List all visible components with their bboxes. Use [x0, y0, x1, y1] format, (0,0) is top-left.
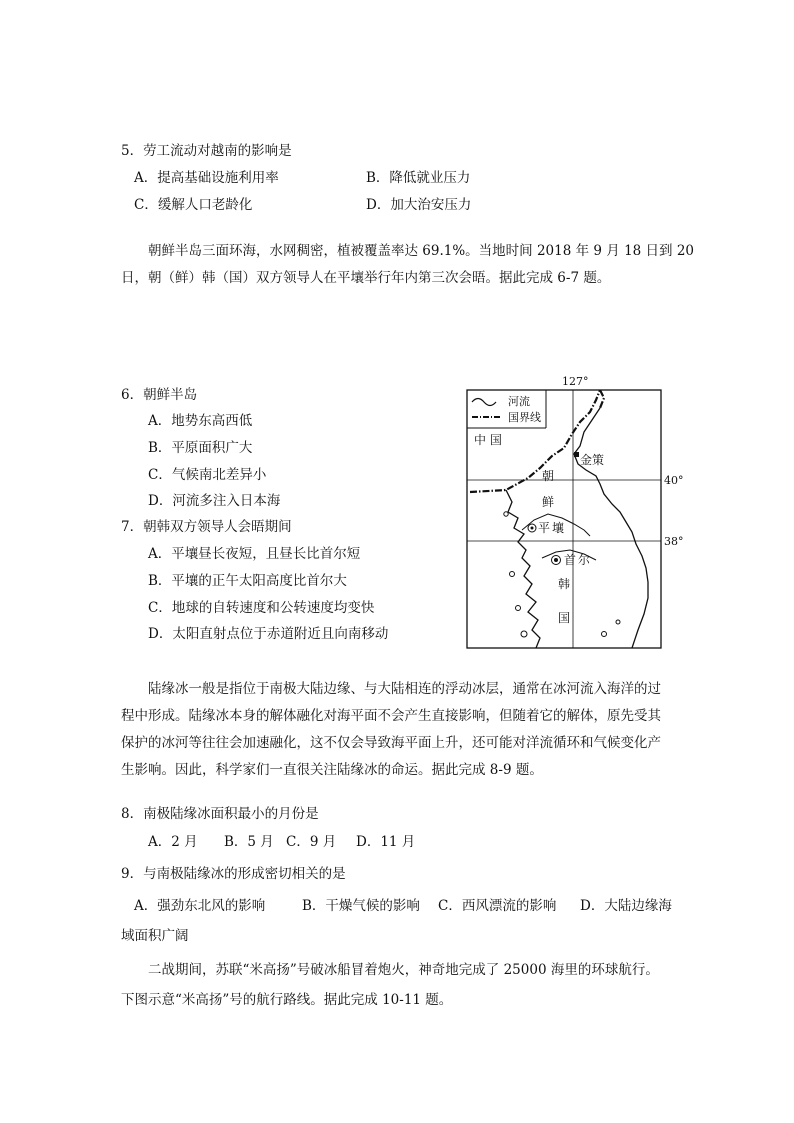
island	[616, 620, 620, 624]
west-coastline	[506, 490, 540, 648]
q9-option-d-wrap: 域面积广阔	[121, 928, 189, 944]
q7-option-b: B．平壤的正午太阳高度比首尔大	[148, 573, 347, 589]
q9-option-d: D．大陆边缘海	[580, 898, 672, 914]
q5-option-c: C．缓解人口老龄化	[134, 197, 253, 213]
q8-option-b: B．5 月	[224, 834, 274, 850]
passage2-line1: 陆缘冰一般是指位于南极大陆边缘、与大陆相连的浮动冰层，通常在冰河流入海洋的过	[148, 681, 661, 697]
border-northeast	[600, 390, 604, 408]
legend-border-label: 国界线	[508, 411, 541, 424]
jince-city-marker	[574, 452, 579, 457]
q8-option-c: C．9 月	[286, 834, 337, 850]
han-label: 韩	[558, 577, 571, 591]
island	[521, 631, 527, 637]
chao-label: 朝	[542, 469, 555, 483]
guo-label: 国	[558, 611, 571, 625]
q7-option-d: D．太阳直射点位于赤道附近且向南移动	[148, 626, 389, 642]
passage2-line3: 保护的冰河等往往会加速融化，这不仅会导致海平面上升，还可能对洋流循环和气候变化产	[121, 735, 661, 751]
island	[602, 632, 607, 637]
river-legend-icon	[472, 399, 496, 406]
q9-option-c: C．西风漂流的影响	[438, 898, 557, 914]
pingrang-label-1: 平	[538, 521, 551, 535]
seoul-marker-dot	[554, 558, 558, 562]
jince-label: 金策	[580, 453, 605, 467]
shouer-label-2: 尔	[578, 553, 591, 567]
china-label: 中 国	[474, 433, 502, 447]
passage1-line1: 朝鲜半岛三面环海，水网稠密，植被覆盖率达 69.1%。当地时间 2018 年 9 月 18 日到 20	[148, 243, 695, 259]
passage2-line2: 程中形成。陆缘冰本身的解体融化对海平面不会产生直接影响，但随着它的解体，原先受其	[121, 708, 661, 724]
q5-stem: 5．劳工流动对越南的影响是	[121, 143, 292, 159]
east-coastline	[574, 408, 648, 648]
q5-option-a: A．提高基础设施利用率	[134, 170, 279, 186]
q9-option-a: A．强劲东北风的影响	[134, 898, 266, 914]
map-legend	[467, 390, 546, 428]
legend-river-label: 河流	[508, 395, 530, 408]
q5-option-d: D．加大治安压力	[366, 197, 472, 213]
xian-label: 鲜	[542, 495, 555, 509]
q9-stem: 9．与南极陆缘冰的形成密切相关的是	[121, 866, 346, 882]
island	[504, 512, 508, 516]
passage1-line2: 日，朝（鲜）韩（国）双方领导人在平壤举行年内第三次会晤。据此完成 6-7 题。	[121, 270, 611, 286]
korean-peninsula-map	[466, 372, 696, 654]
q5-option-b: B．降低就业压力	[366, 170, 471, 186]
q7-stem: 7．朝韩双方领导人会晤期间	[121, 519, 292, 535]
passage3-line1: 二战期间，苏联“米高扬”号破冰船冒着炮火，神奇地完成了 25000 海里的环球航行。	[148, 962, 659, 978]
q6-stem: 6．朝鲜半岛	[121, 387, 198, 403]
shouer-label-1: 首	[564, 553, 577, 567]
island	[516, 606, 521, 611]
q6-option-a: A．地势东高西低	[148, 413, 253, 429]
passage2-line4: 生影响。因此，科学家们一直很关注陆缘冰的命运。据此完成 8-9 题。	[121, 762, 543, 778]
q6-option-b: B．平原面积广大	[148, 440, 253, 456]
longitude-127-label: 127°	[562, 375, 589, 388]
q6-option-d: D．河流多注入日本海	[148, 493, 281, 509]
q6-option-c: C．气候南北差异小	[148, 467, 267, 483]
latitude-38-label: 38°	[664, 535, 684, 548]
q7-option-c: C．地球的自转速度和公转速度均变快	[148, 600, 375, 616]
pingrang-label-2: 壤	[552, 521, 565, 535]
q8-option-d: D．11 月	[356, 834, 416, 850]
q8-option-a: A．2 月	[148, 834, 198, 850]
passage3-line2: 下图示意“米高扬”号的航行路线。据此完成 10-11 题。	[121, 992, 453, 1008]
q7-option-a: A．平壤昼长夜短，且昼长比首尔短	[148, 546, 361, 562]
pyongyang-marker-dot	[531, 527, 534, 530]
q8-stem: 8．南极陆缘冰面积最小的月份是	[121, 806, 319, 822]
q9-option-b: B．干燥气候的影响	[302, 898, 420, 914]
latitude-40-label: 40°	[664, 474, 684, 487]
island	[510, 572, 515, 577]
